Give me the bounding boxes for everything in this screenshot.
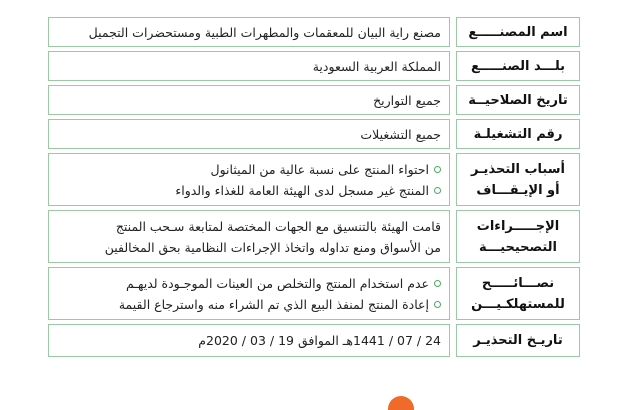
value-batch: جميع التشغيلات [48, 119, 450, 149]
label-line: أو الإيـقـــاف [476, 182, 560, 198]
bullet-circle-icon [434, 166, 441, 173]
list-item [57, 273, 441, 294]
label-batch: رقم التشغيلـة [456, 119, 580, 149]
value-consumer-advice [48, 267, 450, 320]
row-warning-date [48, 324, 580, 357]
bullet-circle-icon [434, 280, 441, 287]
value-country: المملكة العربية السعودية [48, 51, 450, 81]
label-consumer-advice [456, 267, 580, 320]
label-line: التصحيحيـــة [478, 239, 558, 255]
label-warning-date: تاريـخ التحذيـر [456, 324, 580, 357]
label-line: أسباب التحذيـر [471, 161, 565, 177]
warning-info-table [48, 17, 580, 361]
text-line: من الأسواق ومنع تداوله واتخاذ الإجراءات النظامية بحق المخالفين [104, 239, 441, 255]
list-item-text: عدم استخدام المنتج والتخلص من العينات الموجـودة لديهـم [125, 275, 429, 291]
row-manufacturer [48, 17, 580, 47]
value-warning-reasons [48, 153, 450, 206]
row-consumer-advice [48, 267, 580, 320]
list-item-text: إعادة المنتج لمنفذ البيع الذي تم الشراء منه واسترجاع القيمة [118, 296, 429, 312]
row-country [48, 51, 580, 81]
list-item-text: المنتج غير مسجل لدى الهيئة العامة للغذاء والدواء [175, 182, 429, 198]
label-manufacturer: اسم المصنـــــع [456, 17, 580, 47]
label-line: للمستهلكـيـــن [471, 296, 565, 312]
list-item [57, 180, 441, 201]
label-corrective-actions [456, 210, 580, 263]
row-corrective-actions [48, 210, 580, 263]
list-item [57, 159, 441, 180]
row-warning-reasons [48, 153, 580, 206]
value-corrective-actions [48, 210, 450, 263]
value-expiry: جميع التواريخ [48, 85, 450, 115]
label-warning-reasons [456, 153, 580, 206]
list-item-text: احتواء المنتج على نسبة عالية من الميثانول [210, 161, 429, 177]
value-warning-date: 24 / 07 / 1441هـ الموافق 19 / 03 / 2020م [48, 324, 450, 357]
row-expiry [48, 85, 580, 115]
label-expiry: تاريخ الصلاحيــة [456, 85, 580, 115]
bullet-circle-icon [434, 187, 441, 194]
decorative-shape [388, 396, 414, 410]
text-line: قامت الهيئة بالتنسيق مع الجهات المختصة لمتابعة سـحب المنتج [115, 218, 441, 234]
list-item [57, 294, 441, 315]
bullet-circle-icon [434, 301, 441, 308]
label-line: نصـــائـــــح [481, 275, 555, 291]
label-country: بلـــد الصنـــــع [456, 51, 580, 81]
value-manufacturer: مصنع راية البيان للمعقمات والمطهرات الطبية ومستحضرات التجميل [48, 17, 450, 47]
label-line: الإجـــــراءات [476, 218, 560, 234]
row-batch [48, 119, 580, 149]
